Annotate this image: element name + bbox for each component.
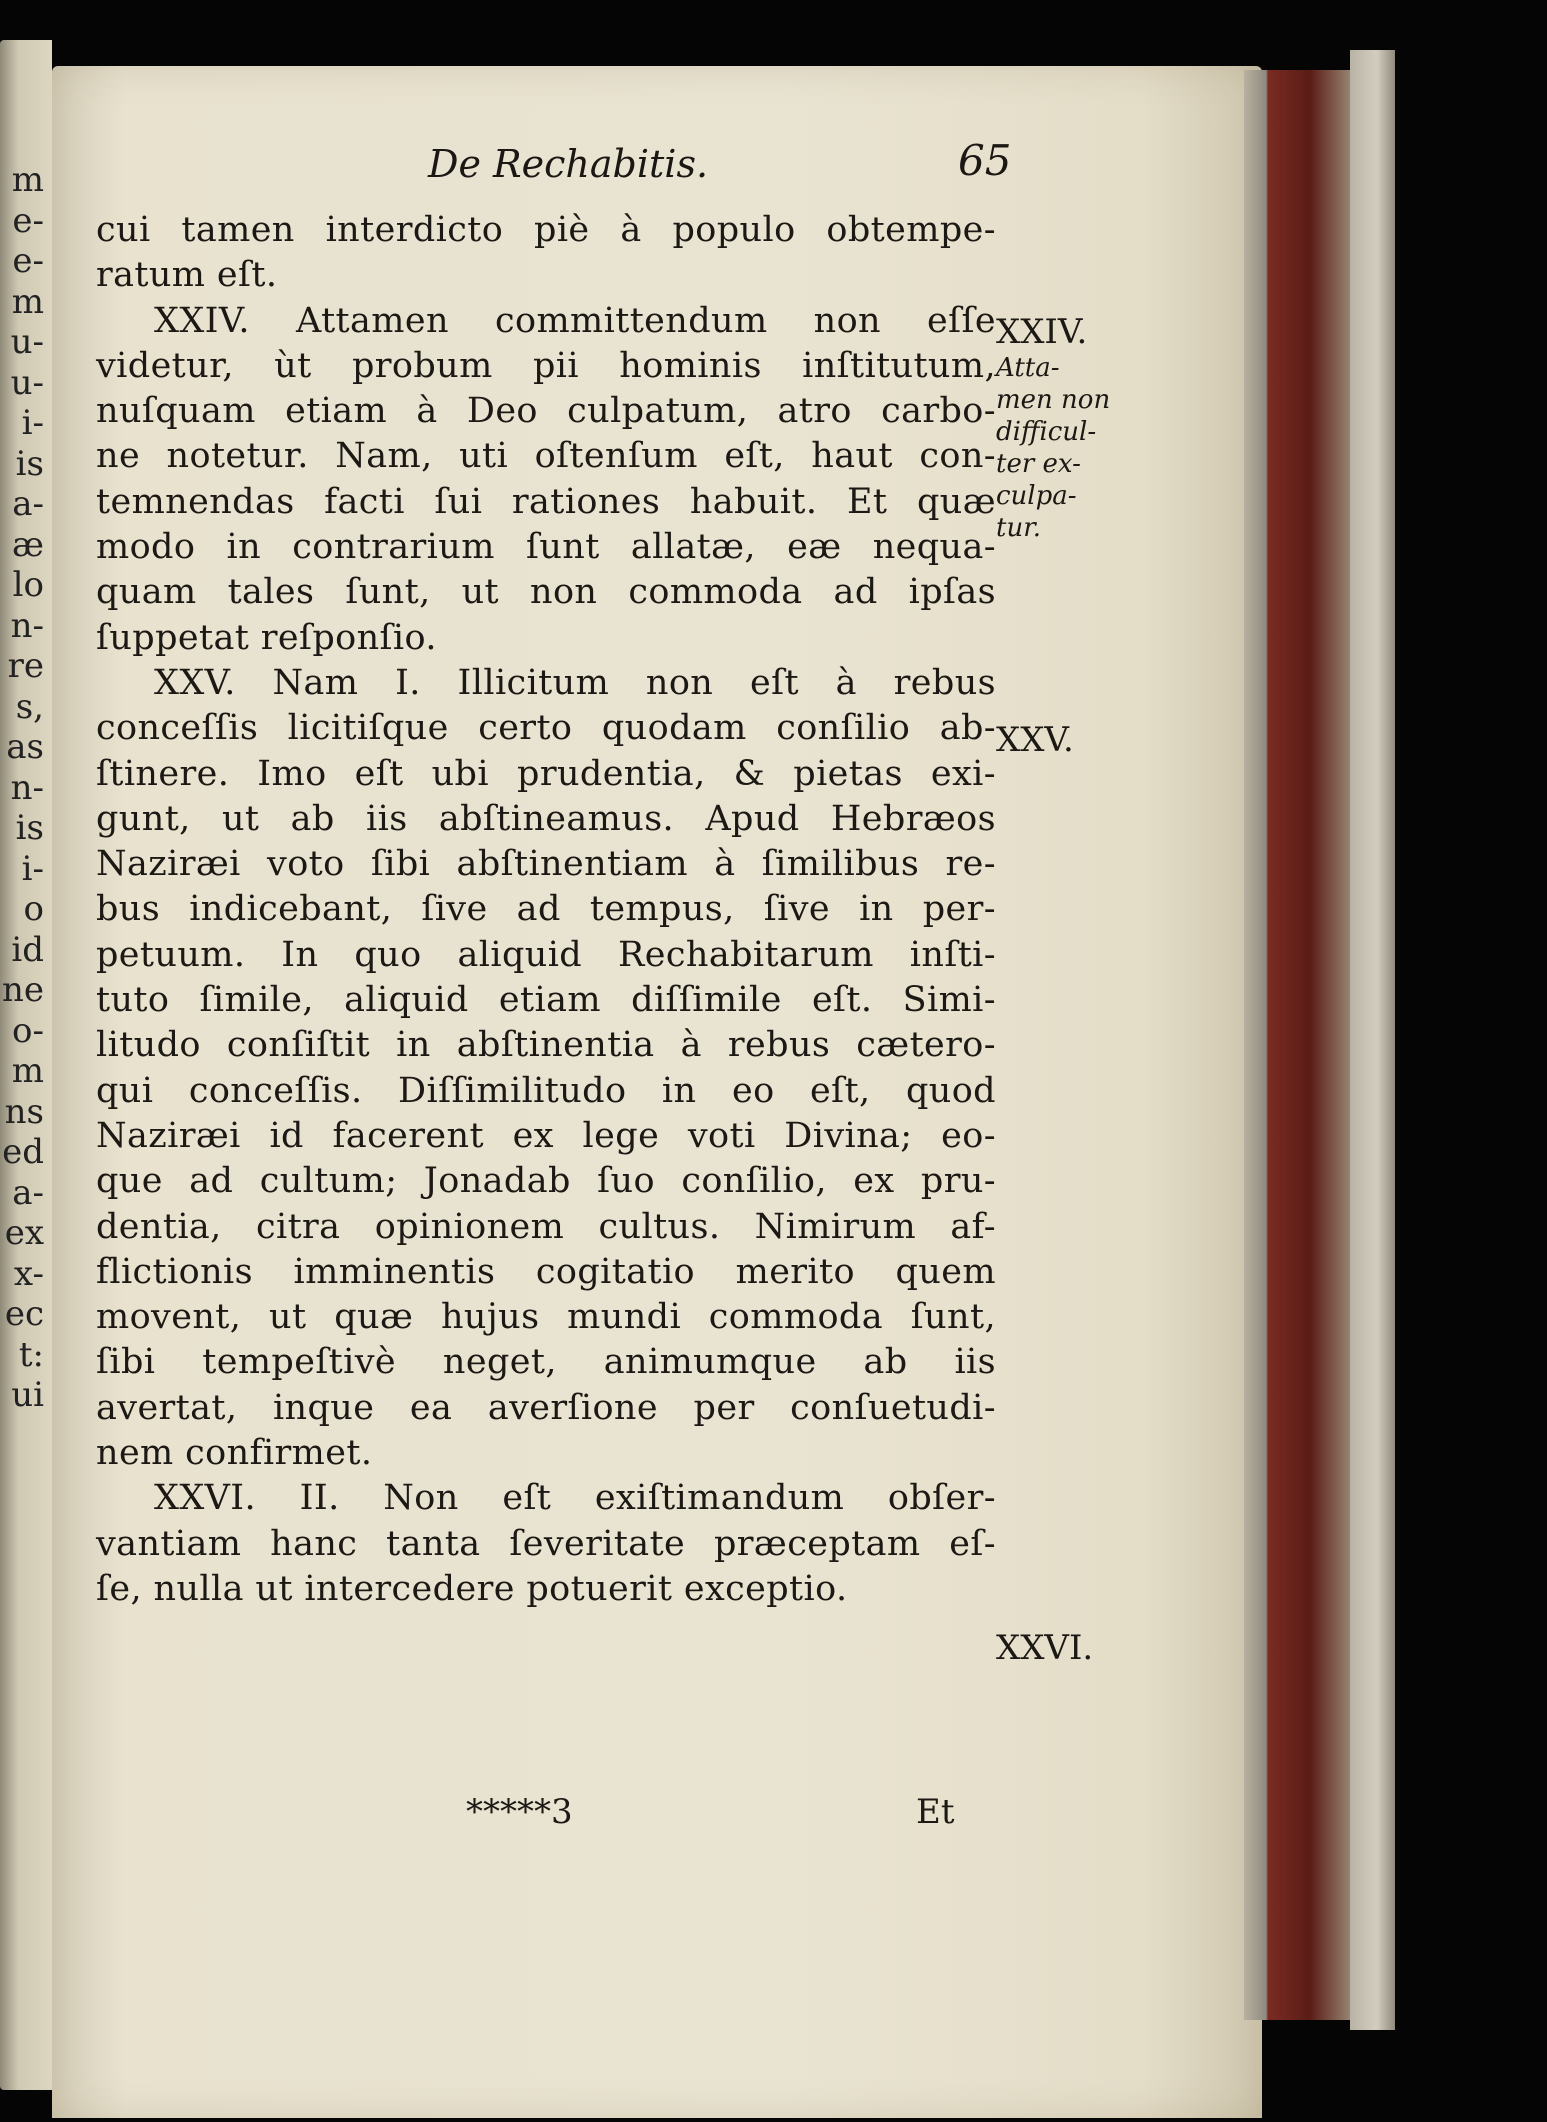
text-line: temnendas facti ſui rationes habuit. Et quæ [96, 481, 996, 522]
catchword: Et [916, 1792, 955, 1832]
text-line: Naziræi voto ſibi abſtinentiam à ſimilibus re- [96, 844, 996, 885]
previous-page-fragment: m [11, 281, 44, 322]
text-line: flictionis imminentis cogitatio merito quem [96, 1251, 996, 1292]
previous-page-fragment: u- [10, 322, 44, 362]
margin-gloss-line: ter ex- [996, 449, 1081, 479]
margin-note-xxiv [996, 312, 1146, 544]
text-line: cui tamen interdicto piè à populo obtempe- [96, 210, 996, 250]
book-cover-edge [1350, 50, 1395, 2030]
margin-gloss-line: culpa- [996, 481, 1077, 511]
text-line: dentia, citra opinionem cultus. Nimirum af- [96, 1206, 996, 1247]
text-line: modo in contrarium ſunt allatæ, eæ nequa- [96, 527, 996, 568]
text-line: bus indicebant, ſive ad tempus, ſive in per- [96, 889, 996, 930]
previous-page-fragment: ex [4, 1213, 44, 1253]
text-line: Naziræi id facerent ex lege voti Divina; eo- [96, 1115, 996, 1156]
previous-page-fragment: ed [2, 1132, 44, 1172]
previous-page-fragment: t: [18, 1334, 44, 1375]
previous-page-fragment: u- [10, 362, 44, 403]
text-line: ratum eſt. [96, 255, 278, 296]
text-line: que ad cultum; Jonadab ſuo conſilio, ex pru- [96, 1161, 996, 1202]
previous-page-fragment: i- [21, 403, 44, 443]
text-line: litudo conſiſtit in abſtinentia à rebus cætero- [96, 1025, 996, 1066]
text-line: ſuppetat reſponſio. [96, 617, 437, 658]
previous-page-fragment: id [11, 929, 44, 970]
text-line: XXIV. Attamen committendum non eſſe [154, 300, 996, 341]
previous-page-fragment: lo [12, 565, 44, 605]
previous-page-edge [0, 40, 52, 2090]
text-line: petuum. In quo aliquid Rechabitarum inſti- [96, 934, 996, 975]
text-line: conceſſis licitiſque certo quodam conſilio ab- [96, 708, 996, 749]
text-line: videtur, ùt probum pii hominis inſtitutum, [96, 345, 996, 386]
previous-page-fragment: s, [15, 686, 44, 727]
previous-page-fragment: o- [12, 1010, 44, 1051]
text-line: ſtinere. Imo eſt ubi prudentia, & pietas exi- [96, 753, 996, 794]
text-line: nem confirmet. [96, 1433, 373, 1474]
previous-page-fragment: is [15, 443, 44, 484]
previous-page-fragment: ec [4, 1294, 44, 1334]
text-line: gunt, ut ab iis abſtineamus. Apud Hebræos [96, 798, 996, 839]
signature-line [96, 1792, 996, 1842]
text-line: movent, ut quæ hujus mundi commoda ſunt, [96, 1297, 996, 1338]
text-line: ſibi tempeſtivè neget, animumque ab iis [96, 1342, 996, 1383]
previous-page-fragment: re [7, 646, 44, 686]
previous-page-fragment: ns [4, 1091, 44, 1132]
running-head: De Rechabitis. [428, 142, 709, 186]
margin-note-xxv [996, 720, 1146, 760]
text-line: ne notetur. Nam, uti oſtenſum eſt, haut con- [96, 436, 996, 477]
page-number: 65 [958, 136, 1012, 185]
margin-gloss-line: tur. [996, 513, 1042, 543]
previous-page-fragment: n- [10, 767, 44, 808]
previous-page-fragment: ui [11, 1375, 44, 1415]
text-line: quam tales ſunt, ut non commoda ad ipſas [96, 572, 996, 613]
text-line: vantiam hanc tanta ſeveritate præceptam eſ- [96, 1523, 996, 1564]
previous-page-fragment: o [23, 889, 44, 929]
previous-page-fragment: a- [12, 484, 44, 524]
margin-gloss-line: Atta- [996, 353, 1060, 383]
previous-page-fragment: i- [21, 848, 44, 889]
margin-note-xxvi [996, 1628, 1146, 1668]
previous-page-fragment: m [11, 1051, 44, 1091]
margin-note-number: XXIV. [996, 312, 1088, 352]
body-text [96, 208, 996, 1612]
margin-note-number: XXVI. [996, 1628, 1094, 1668]
margin-note-number: XXV. [996, 720, 1074, 760]
text-line: XXVI. II. Non eſt exiſtimandum obſer- [154, 1478, 996, 1519]
previous-page-fragment: as [6, 727, 44, 767]
text-line: tuto ſimile, aliquid etiam diſſimile eſt. Simi- [96, 980, 996, 1021]
previous-page-fragment: m [11, 160, 44, 200]
text-line: avertat, inque ea averſione per conſuetudi- [96, 1387, 996, 1428]
previous-page-fragment: x- [13, 1253, 44, 1294]
text-line: nuſquam etiam à Deo culpatum, atro carbo- [96, 391, 996, 432]
previous-page-fragment: a- [12, 1172, 44, 1213]
previous-page-fragment: n- [10, 605, 44, 646]
signature-mark: *****3 [466, 1792, 573, 1832]
text-line: ſe, nulla ut intercedere potuerit exceptio. [96, 1568, 848, 1609]
text-line: qui conceſſis. Diſſimilitudo in eo eſt, quod [96, 1070, 996, 1111]
margin-gloss-line: difficul- [996, 417, 1097, 447]
page-fore-edge [1244, 70, 1354, 2020]
previous-page-fragment: is [15, 808, 44, 848]
margin-gloss-line: men non [996, 385, 1111, 415]
previous-page-fragment: e- [12, 200, 44, 241]
text-line: XXV. Nam I. Illicitum non eſt à rebus [154, 662, 996, 703]
previous-page-fragment: ne [1, 970, 44, 1010]
previous-page-fragment: æ [12, 524, 44, 565]
previous-page-fragment: e- [12, 241, 44, 281]
